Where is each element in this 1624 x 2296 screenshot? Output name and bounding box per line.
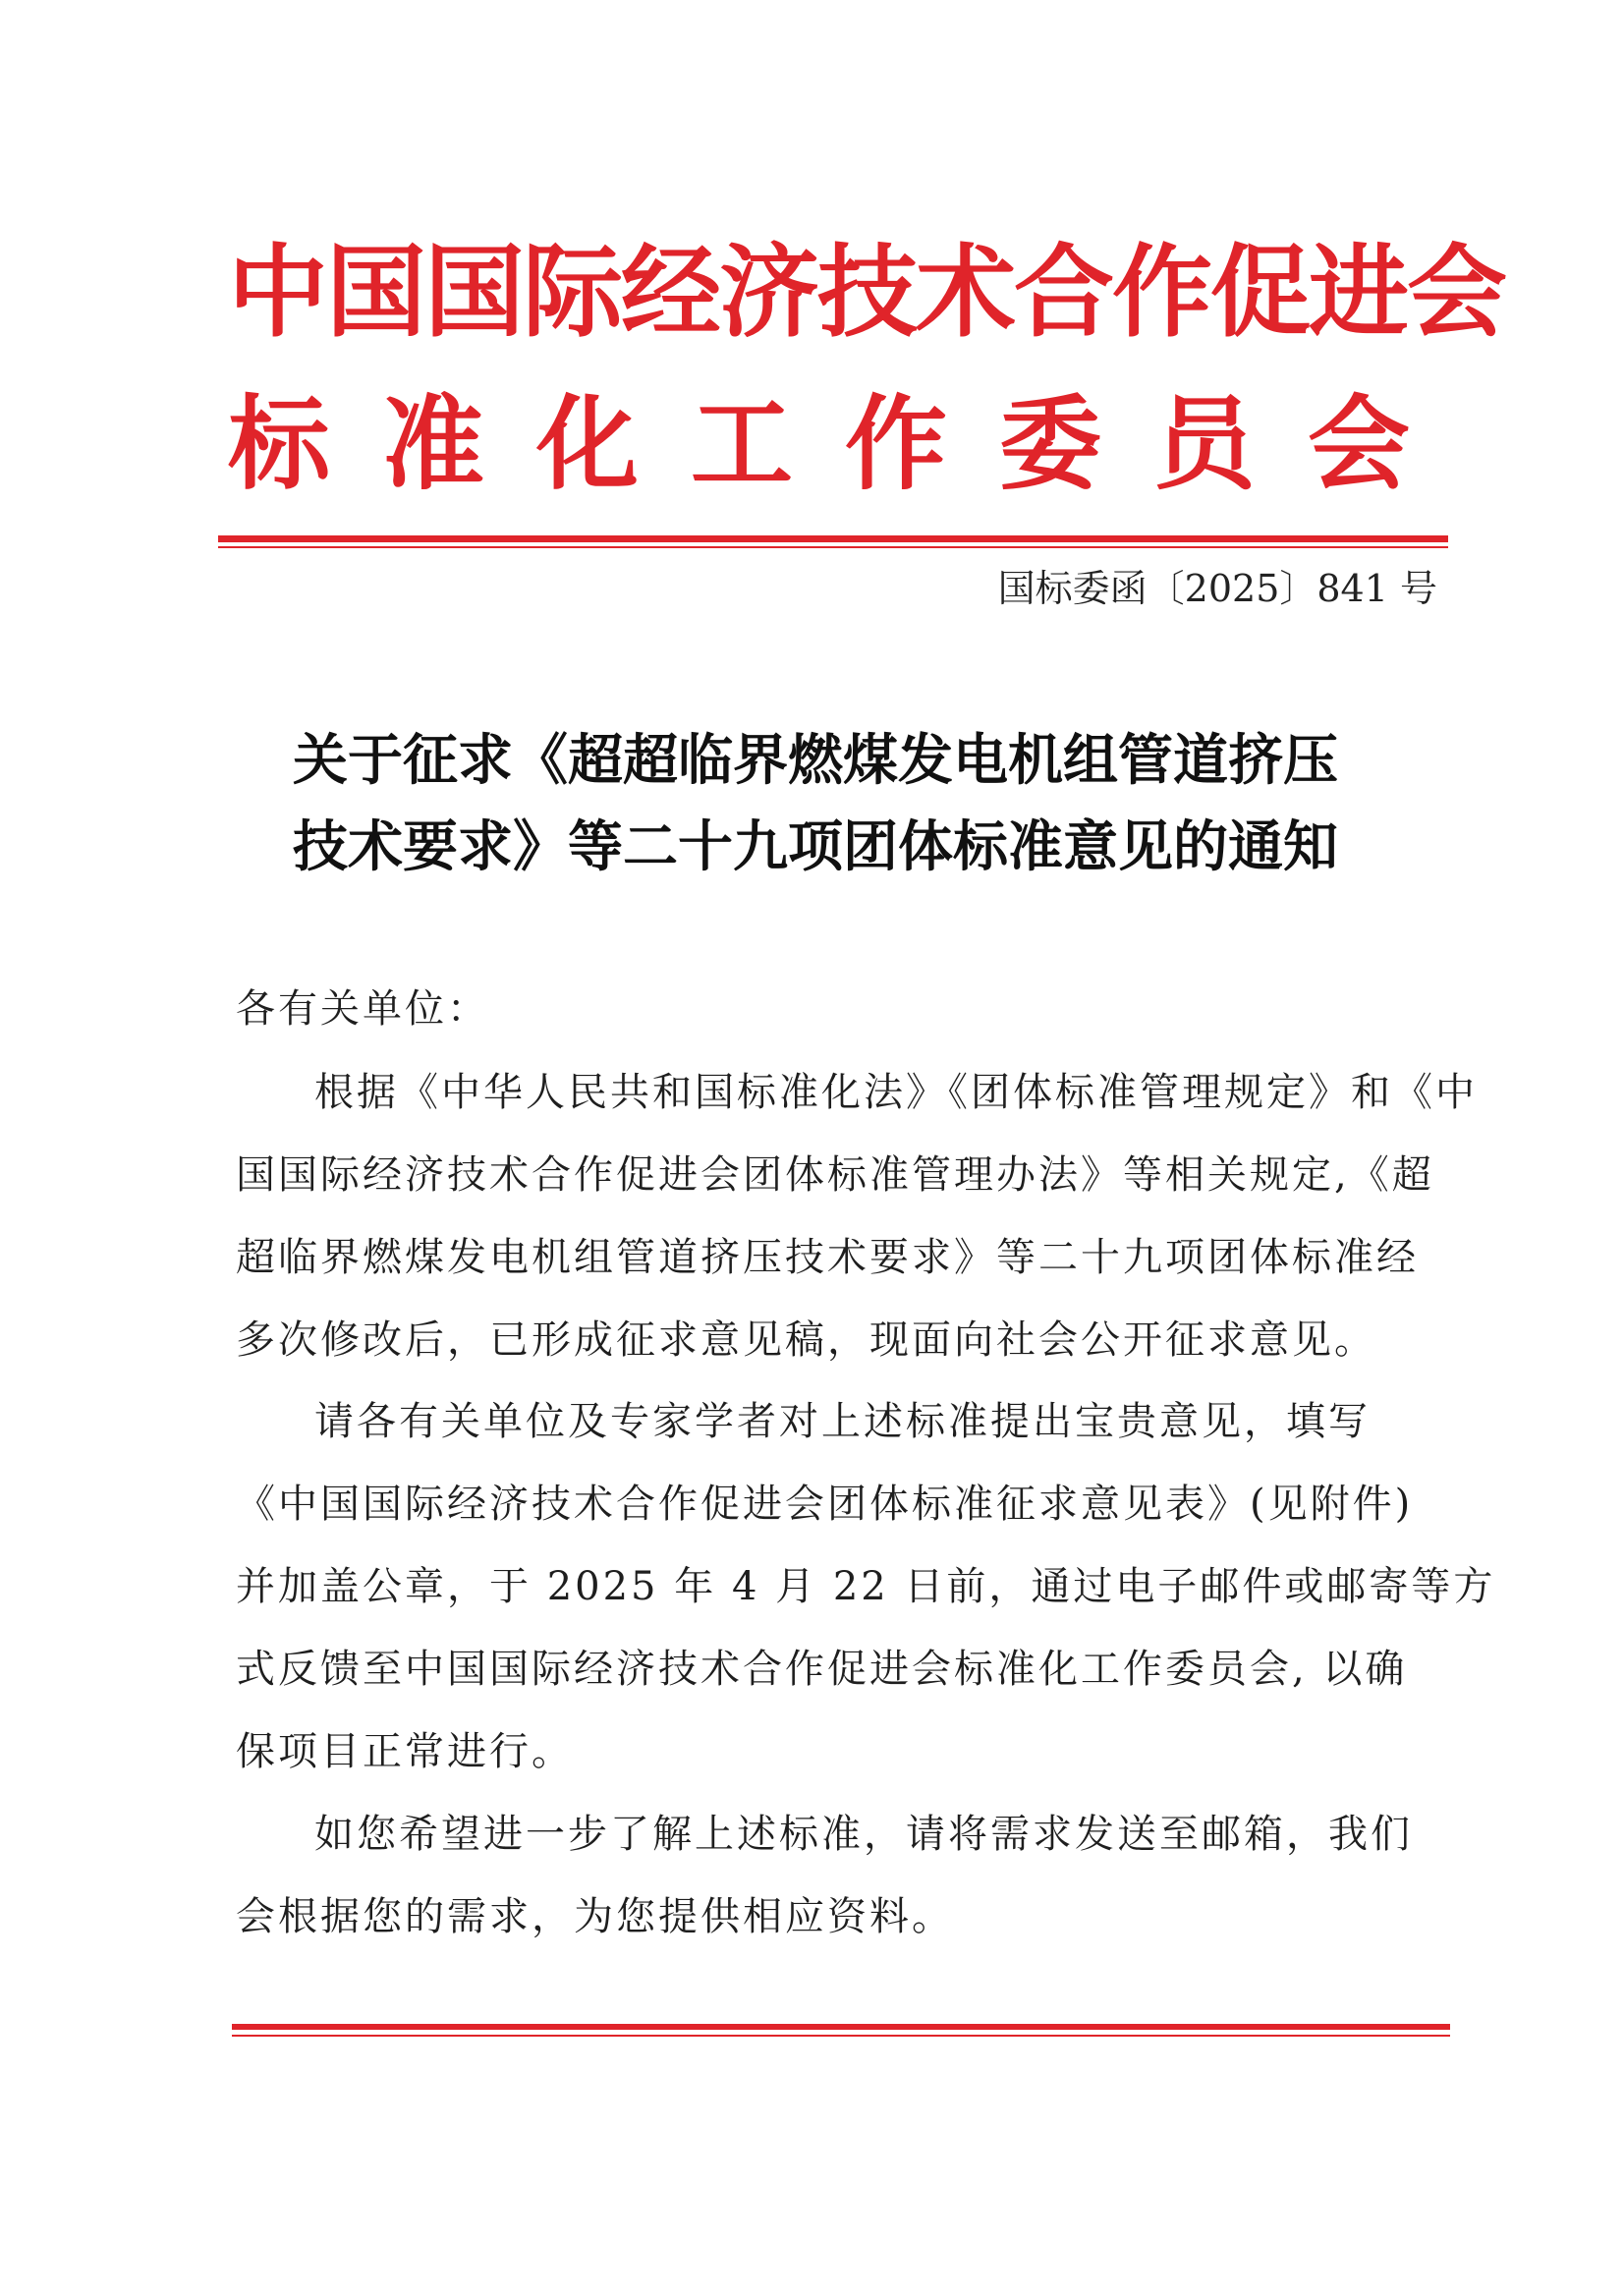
notice-title-line: 关于征求《超超临界燃煤发电机组管道挤压 <box>293 728 1338 793</box>
paragraph-contact <box>236 1793 1434 1958</box>
paragraph-line: 会根据您的需求，为您提供相应资料。 <box>236 1894 954 1939</box>
paragraph-line: 超临界燃煤发电机组管道挤压技术要求》等二十九项团体标准经 <box>236 1235 1419 1280</box>
letterhead-committee-name: 标准化工作委员会 <box>228 384 1463 504</box>
paragraph-line: 请各有关单位及专家学者对上述标准提出宝贵意见，填写 <box>314 1399 1371 1444</box>
paragraph-line: 式反馈至中国国际经济技术合作促进会标准化工作委员会, 以确 <box>236 1647 1408 1692</box>
paragraph-line: 如您希望进一步了解上述标准，请将需求发送至邮箱，我们 <box>314 1812 1413 1857</box>
paragraph-line: 多次修改后，已形成征求意见稿，现面向社会公开征求意见。 <box>236 1317 1376 1363</box>
paragraph-line: 国国际经济技术合作促进会团体标准管理办法》等相关规定,《超 <box>236 1152 1434 1198</box>
paragraph-line: 《中国国际经济技术合作促进会团体标准征求意见表》(见附件) <box>236 1482 1414 1527</box>
footer-rule-thin <box>232 2035 1450 2037</box>
letterhead-rule-thin <box>218 546 1448 548</box>
letterhead-rule-thick <box>218 535 1448 542</box>
paragraph-request <box>236 1380 1496 1793</box>
paragraph-line: 并加盖公章，于 2025 年 4 月 22 日前，通过电子邮件或邮寄等方 <box>236 1564 1496 1609</box>
footer-rule-thick <box>232 2024 1450 2030</box>
document-number: 国标委函〔2025〕841 号 <box>997 567 1437 610</box>
salutation: 各有关单位： <box>236 986 489 1032</box>
letterhead-org-name: 中国国际经济技术合作促进会 <box>228 235 1505 352</box>
paragraph-line: 根据《中华人民共和国标准化法》《团体标准管理规定》和《中 <box>314 1070 1478 1115</box>
notice-title-line: 技术要求》等二十九项团体标准意见的通知 <box>293 814 1338 879</box>
notice-title <box>236 717 1395 890</box>
paragraph-basis <box>236 1051 1478 1381</box>
paragraph-line: 保项目正常进行。 <box>236 1729 574 1774</box>
